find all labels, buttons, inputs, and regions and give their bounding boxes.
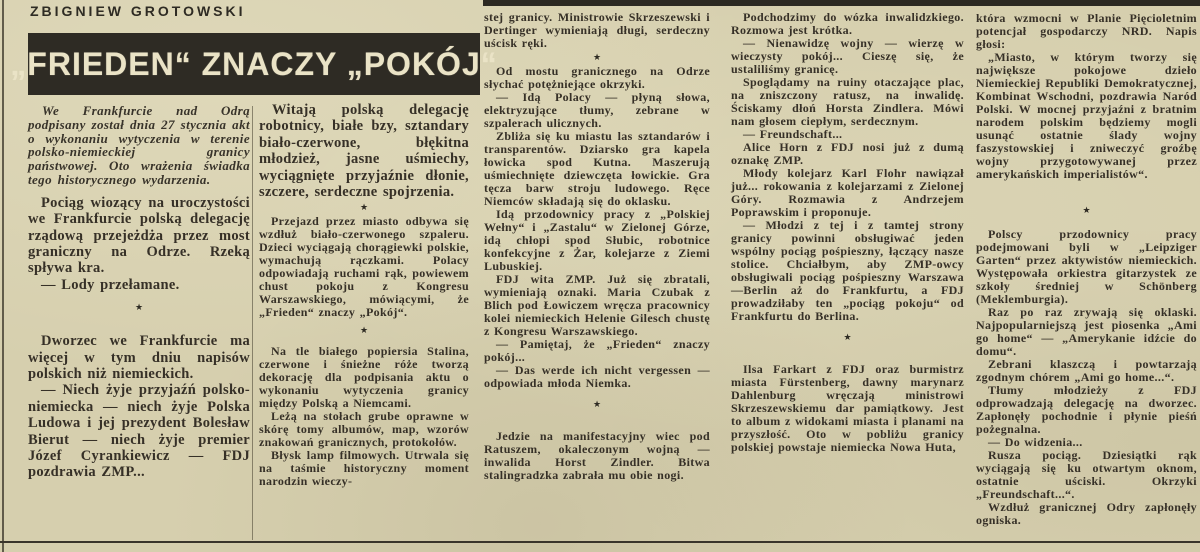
article-column	[28, 104, 250, 481]
star-separator: ★	[1082, 205, 1091, 215]
article-paragraph: Podchodzimy do wózka inwalidzkiego. Rozmowa jest krótka.	[731, 10, 964, 37]
article-paragraph: Młody kolejarz Karl Flohr nawiązał już... rokowania z kolejarzami z Zielonej Góry. Rozmawia z Andrzejem Poprawskim i proponuje.	[731, 166, 964, 219]
article-paragraph: która wzmocni w Planie Pięcioletnim potencjał gospodarczy NRD. Napis głosi:	[976, 11, 1197, 51]
column-1-body	[28, 195, 250, 481]
article-paragraph: Leżą na stołach grube oprawne w skórę tomy albumów, map, wzorów znakowań granicznych, protokołów.	[259, 409, 469, 450]
article-paragraph: Błysk lamp filmowych. Utrwala się na taśmie historyczny moment narodzin wieczy-	[259, 448, 469, 489]
article-paragraph: Witają polską delegację robotnicy, białe bzy, sztandary biało-czerwone, błękitna młodzież, jasne uśmiechy, wyciągnięte przyjaźnie dłonie, szczere, serdeczne spojrzenia.	[259, 102, 469, 201]
star-separator: ★	[592, 52, 602, 62]
article-paragraph: Ilsa Farkart z FDJ oraz burmistrz miasta Fürstenberg, dawny marynarz Dahlenburg wręczają ministrowi Skrzeszewskiemu dar pamiątkowy. Jest to album z widokami miasta i planami na przyszłość. Oto w pobliżu granicy polskiej powstaje niemiecka Nowa Huta,	[731, 362, 964, 454]
column-divider-rule	[252, 106, 253, 540]
article-paragraph: — Pamiętaj, że „Frieden“ znaczy pokój...	[484, 337, 710, 364]
article-paragraph: Od mostu granicznego na Odrze słychać potężniejące okrzyki.	[484, 64, 710, 91]
article-paragraph: — Idą Polacy — płyną słowa, elektryzujące tłumy, zebrane w szpalerach ulicznych.	[484, 90, 710, 130]
article-paragraph: Na tle białego popiersia Stalina, czerwone i śnieżne róże tworzą dekorację dla podpisania aktu o wykonaniu wytyczenia granicy między Polską a Niemcami.	[259, 344, 469, 411]
article-paragraph: FDJ wita ZMP. Już się zbratali, wymieniają oznaki. Maria Czubak z Blich pod Łowiczem wręcza pracownicy kolei niemieckich Helenie Gilesch chustę z Kongresu Warszawskiego.	[484, 272, 710, 338]
article-paragraph: Alice Horn z FDJ nosi już z dumą oznakę ZMP.	[731, 140, 964, 167]
article-paragraph: — Do widzenia...	[988, 435, 1083, 449]
star-separator: ★	[359, 325, 369, 336]
star-separator: ★	[843, 332, 852, 342]
article-paragraph: — Freundschaft...	[743, 127, 843, 141]
article-paragraph: Rusza pociąg. Dziesiątki rąk wyciągają się ku otwartym oknom, ostatnie uściski. Okrzyki „Freundschaft...“.	[976, 448, 1197, 501]
article-column	[259, 102, 469, 488]
article-paragraph: „Miasto, w którym tworzy się największe pokojowe dzieło Niemieckiej Republiki Demokratycznej, Kombinat Wschodni, pozdrawia Naród Polski. W mocnej przyjaźni z bratnim narodem polskim będziemy mogli usunąć ostatnie ślady wojny faszystowskiej i zniweczyć groźbę wojny przygotowywanej przez amerykańskich imperialistów“.	[976, 50, 1197, 181]
article-paragraph: — Das werde ich nicht vergessen — odpowiada młoda Niemka.	[484, 363, 710, 390]
bottom-edge-rule	[0, 541, 1200, 543]
star-separator: ★	[134, 302, 144, 313]
left-edge-rule	[2, 0, 4, 552]
article-paragraph: Wzdłuż granicznej Odry zapłonęły ogniska.	[976, 500, 1197, 527]
headline-title: „FRIEDEN“ ZNACZY „POKÓJ“	[10, 45, 498, 82]
article-paragraph: Idą przodownicy pracy z „Polskiej Wełny“ i „Zastalu“ w Zielonej Górze, idą chłopi spod Słubic, robotnice konfekcyjne z Żar, kolejarze z Ziemi Lubuskiej.	[484, 207, 710, 273]
article-paragraph: — Nienawidzę wojny — wierzę w wieczysty pokój... Cieszę się, że ustaliliśmy granicę.	[731, 36, 964, 76]
article-paragraph: Tłumy młodzieży z FDJ odprowadzają delegację na dworzec. Zapłonęły pochodnie i płynie pieśń pożegnalna.	[976, 383, 1197, 436]
article-paragraph: Polscy przodownicy pracy podejmowani byli w „Leipziger Garten“ przez aktywistów niemieckich. Występowała orkiestra gitarzystek ze szkoły średniej w Schönberg (Meklemburgia).	[976, 227, 1197, 306]
article-paragraph: Przejazd przez miasto odbywa się wzdłuż biało-czerwonego szpaleru. Dzieci wyciągają chorągiewki polskie, wymachują rączkami. Polacy odpowiadają ruchami rąk, powiewem chust pokoju z Kongresu Warszawskiego, mówiącymi, że „Frieden“ znaczy „Pokój“.	[259, 214, 469, 320]
article-paragraph: Zebrani klaszczą i powtarzają zgodnym chórem „Ami go home...“.	[976, 357, 1197, 384]
article-column	[976, 12, 1197, 527]
author-byline: ZBIGNIEW GROTOWSKI	[30, 3, 246, 19]
article-paragraph: — Młodzi z tej i z tamtej strony granicy powinni obsługiwać jeden wspólny pociąg pośpieszny, łączący nasze stolice. Chciałbym, aby ZMP-owcy obsługiwali pociąg pośpieszny Warszawa—Berlin aż do Frankfurtu, a FDJ prowadziłaby ten „pociąg pokoju“ od Frankfurtu do Berlina.	[731, 218, 964, 323]
article-paragraph: — Lody przełamane.	[41, 276, 180, 293]
article-paragraph: Jedzie na manifestacyjny wiec pod Ratuszem, okaleczonym wojną — inwalida Horst Zindler. Bitwa stalingradzka zabrała mu obie nogi.	[484, 429, 710, 482]
lead-paragraph: We Frankfurcie nad Odrą podpisany został dnia 27 stycznia akt o wykonaniu wytyczenia w terenie polsko-niemieckiej granicy państwowej. Oto wrażenia świadka tego historycznego wydarzenia.	[28, 103, 250, 187]
headline-box	[10, 33, 498, 95]
article-paragraph: — Niech żyje przyjaźń polsko-niemiecka — niech żyje Polska Ludowa i jej prezydent Bolesław Bierut — niech żyje premier Józef Cyrankiewicz — FDJ pozdrawia ZMP...	[28, 382, 250, 481]
star-separator: ★	[359, 202, 369, 213]
article-column	[484, 11, 710, 482]
article-paragraph: Zbliża się ku miastu las sztandarów i transparentów. Dziarsko gra kapela łowicka spod Kutna. Maszerują uśmiechnięte dziewczęta łowickie. Gra tęcza barw stroju ludowego. Ręce Niemców składają się do oklasku.	[484, 129, 710, 208]
article-paragraph: stej granicy. Ministrowie Skrzeszewski i Dertinger wymieniają długi, serdeczny uścisk ręki.	[484, 10, 710, 50]
article-paragraph: Spoglądamy na ruiny otaczające plac, na zniszczony ratusz, na inwalidę. Ściskamy dłoń Horsta Zindlera. Mówi nam głosem ciepłym, serdecznym.	[731, 75, 964, 128]
article-paragraph: Dworzec we Frankfurcie ma więcej w tym dniu napisów polskich niż niemieckich.	[28, 333, 250, 383]
article-paragraph: Pociąg wiozący na uroczystości we Frankfurcie polską delegację rządową przejeżdża przez most graniczny na Odrze. Rzeką spływa kra.	[28, 194, 250, 277]
article-column	[731, 11, 964, 454]
star-separator: ★	[592, 399, 602, 409]
top-edge-rule	[483, 0, 1200, 6]
article-paragraph: Raz po raz zrywają się oklaski. Najpopularniejszą jest piosenka „Ami go home“ — „Amerykanie idźcie do domu“.	[976, 305, 1197, 358]
